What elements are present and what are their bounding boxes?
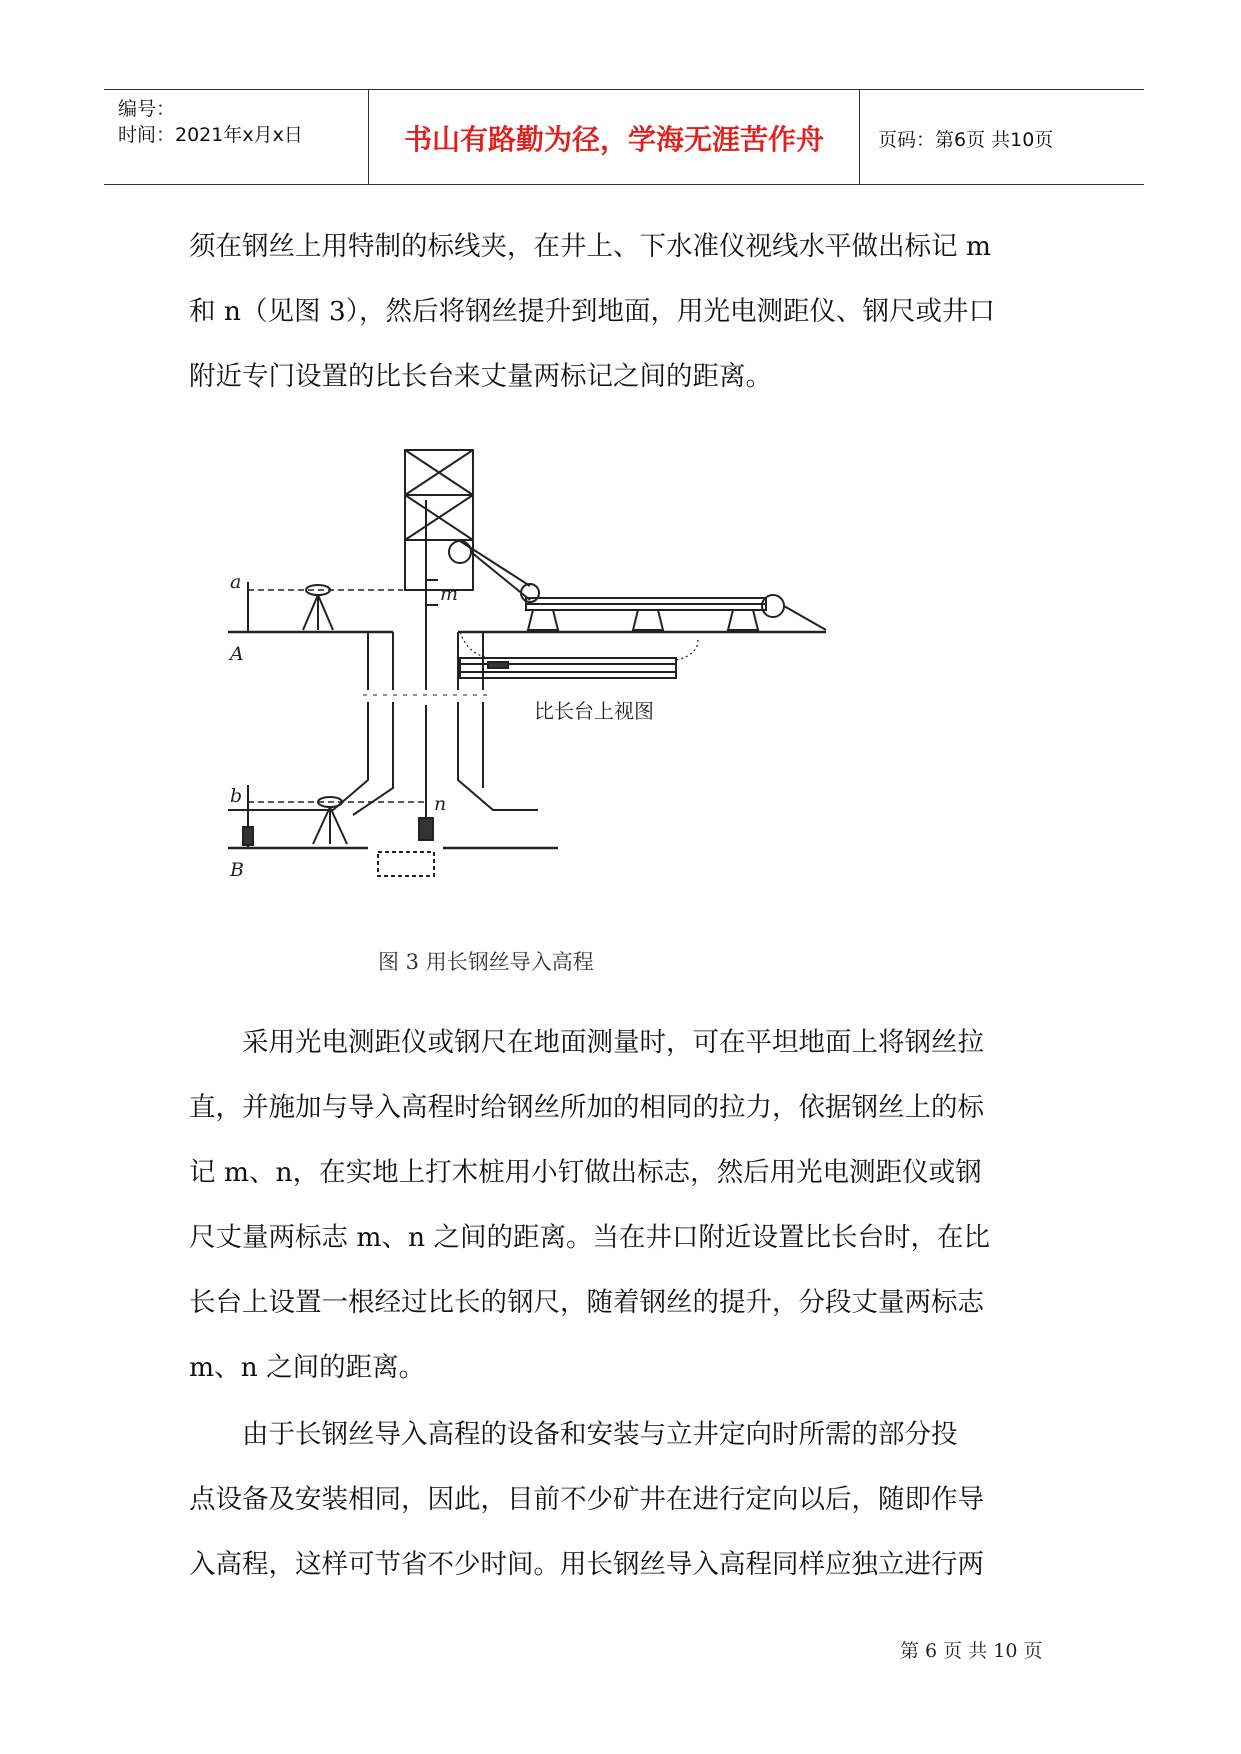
page-footer: 第 6 页 共 10 页: [900, 1640, 1043, 1662]
header-page-code: 页码：第6页 共10页: [878, 129, 1054, 151]
paragraph-line: m、n 之间的距离。: [189, 1352, 426, 1383]
paragraph-line: 点设备及安装相同，因此，目前不少矿井在进行定向以后，随即作导: [189, 1484, 984, 1515]
paragraph-line: 须在钢丝上用特制的标线夹，在井上、下水准仪视线水平做出标记 m: [189, 231, 992, 262]
document-number-label: 编号：: [118, 98, 176, 120]
paragraph-3: [189, 1402, 1059, 1597]
header-page-cell: [860, 90, 1144, 184]
document-time-label: 时间：2021年x月x日: [118, 124, 303, 146]
label-B: B: [230, 859, 244, 881]
figure-caption: 图 3 用长钢丝导入高程: [378, 950, 594, 974]
label-n: n: [434, 793, 447, 815]
page-header: [104, 89, 1144, 185]
figure-3-diagram: [228, 440, 858, 1000]
label-a: a: [230, 571, 242, 593]
paragraph-line: 附近专门设置的比长台来丈量两标记之间的距离。: [189, 361, 772, 392]
paragraph-2: [189, 1010, 1059, 1400]
paragraph-line: 记 m、n，在实地上打木桩用小钉做出标志，然后用光电测距仪或钢: [189, 1157, 982, 1188]
paragraph-line: 长台上设置一根经过比长的钢尺，随着钢丝的提升，分段丈量两标志: [189, 1287, 984, 1318]
header-motto: 书山有路勤为径，学海无涯苦作舟: [403, 123, 824, 156]
sheave-wheel: [449, 541, 471, 563]
headframe-tower: [405, 450, 473, 590]
plumb-weight: [419, 818, 433, 840]
paragraph-line: 和 n（见图 3），然后将钢丝提升到地面，用光电测距仪、钢尺或井口: [189, 296, 996, 327]
paragraph-line: 采用光电测距仪或钢尺在地面测量时，可在平坦地面上将钢丝拉: [242, 1027, 984, 1058]
paragraph-line: 由于长钢丝导入高程的设备和安装与立井定向时所需的部分投: [242, 1419, 958, 1450]
label-m: m: [440, 583, 459, 605]
paragraph-line: 入高程，这样可节省不少时间。用长钢丝导入高程同样应独立进行两: [189, 1549, 984, 1580]
header-motto-cell: [369, 90, 860, 184]
label-A: A: [230, 643, 244, 665]
label-b: b: [230, 785, 243, 807]
paragraph-line: 尺丈量两标志 m、n 之间的距离。当在井口附近设置比长台时，在比: [189, 1222, 991, 1253]
paragraph-1: [189, 214, 1059, 409]
header-meta-cell: [104, 90, 369, 184]
label-plan-view: 比长台上视图: [534, 699, 654, 723]
paragraph-line: 直，并施加与导入高程时给钢丝所加的相同的拉力，依据钢丝上的标: [189, 1092, 984, 1123]
